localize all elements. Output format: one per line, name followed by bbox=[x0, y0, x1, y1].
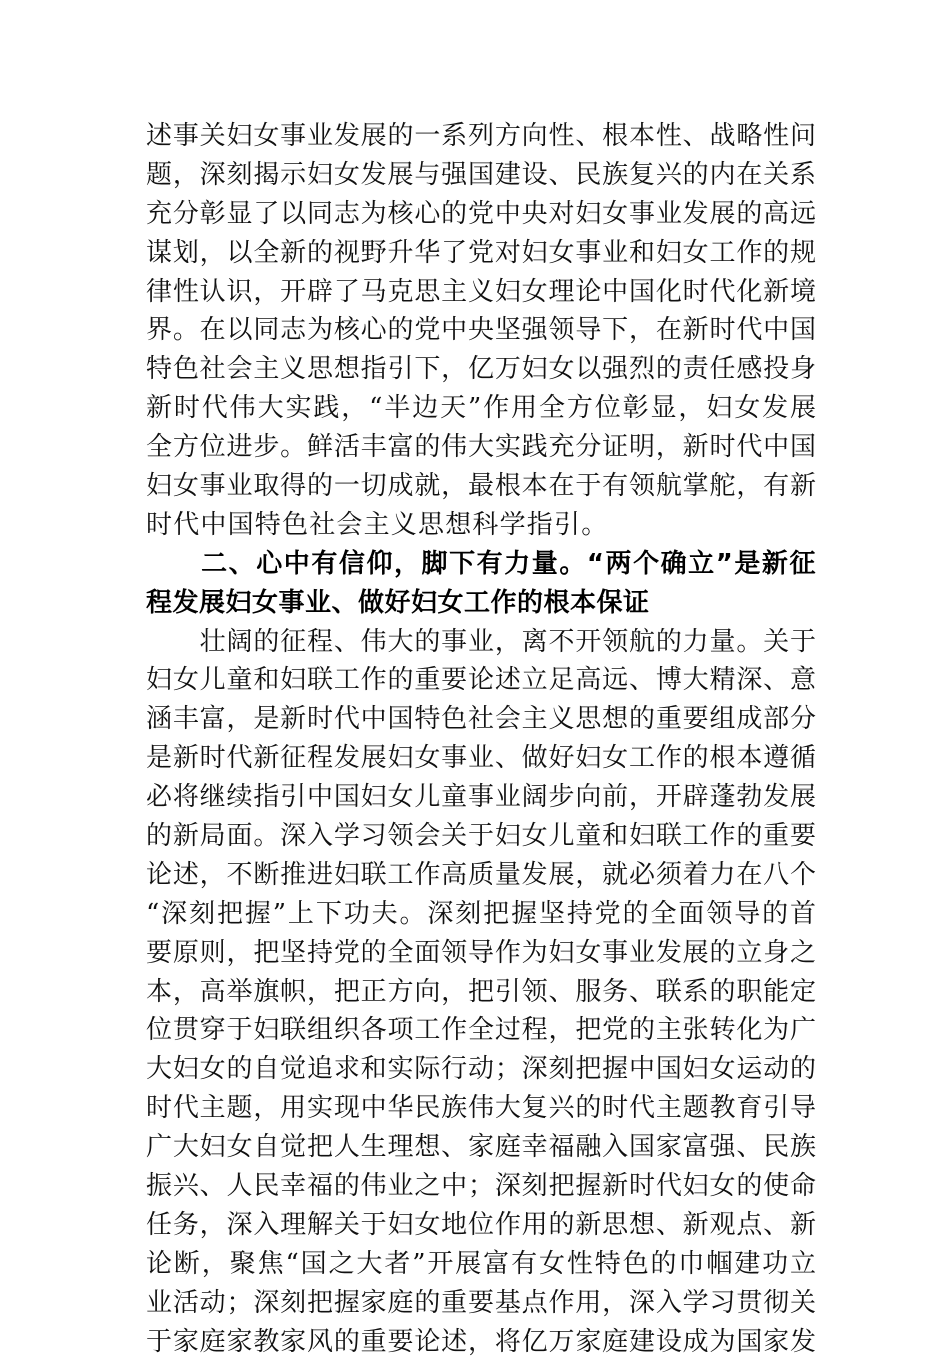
body-line: 业活动；深刻把握家庭的重要基点作用，深入学习贯彻关 bbox=[146, 1287, 816, 1318]
body-line: 壮阔的征程、伟大的事业，离不开领航的力量。关于 bbox=[146, 626, 816, 657]
body-line: 妇女儿童和妇联工作的重要论述立足高远、博大精深、意 bbox=[146, 665, 816, 696]
body-line: 本，高举旗帜，把正方向，把引领、服务、联系的职能定 bbox=[146, 976, 816, 1007]
body-line: 妇女事业取得的一切成就，最根本在于有领航掌舵，有新 bbox=[146, 471, 816, 502]
body-line: 必将继续指引中国妇女儿童事业阔步向前，开辟蓬勃发展 bbox=[146, 782, 816, 813]
body-line: 位贯穿于妇联组织各项工作全过程，把党的主张转化为广 bbox=[146, 1015, 816, 1046]
body-line: 的新局面。深入学习领会关于妇女儿童和妇联工作的重要 bbox=[146, 821, 816, 852]
body-line: 特色社会主义思想指引下，亿万妇女以强烈的责任感投身 bbox=[146, 354, 816, 385]
body-line: 要原则，把坚持党的全面领导作为妇女事业发展的立身之 bbox=[146, 937, 816, 968]
body-line: 振兴、人民幸福的伟业之中；深刻把握新时代妇女的使命 bbox=[146, 1171, 816, 1202]
document-body bbox=[146, 117, 816, 1362]
body-line: 涵丰富，是新时代中国特色社会主义思想的重要组成部分 bbox=[146, 704, 816, 735]
body-line: 任务，深入理解关于妇女地位作用的新思想、新观点、新 bbox=[146, 1209, 816, 1240]
body-line: 全方位进步。鲜活丰富的伟大实践充分证明，新时代中国 bbox=[146, 432, 816, 463]
body-line: 大妇女的自觉追求和实际行动；深刻把握中国妇女运动的 bbox=[146, 1054, 816, 1085]
body-line: 充分彰显了以同志为核心的党中央对妇女事业发展的高远 bbox=[146, 198, 816, 229]
body-line: 广大妇女自觉把人生理想、家庭幸福融入国家富强、民族 bbox=[146, 1132, 816, 1163]
body-line: “深刻把握”上下功夫。深刻把握坚持党的全面领导的首 bbox=[146, 898, 816, 929]
body-line: 时代主题，用实现中华民族伟大复兴的时代主题教育引导 bbox=[146, 1093, 816, 1124]
body-line: 题，深刻揭示妇女发展与强国建设、民族复兴的内在关系 bbox=[146, 159, 816, 190]
body-line: 新时代伟大实践，“半边天”作用全方位彰显，妇女发展 bbox=[146, 393, 816, 424]
body-line: 界。在以同志为核心的党中央坚强领导下，在新时代中国 bbox=[146, 315, 816, 346]
body-line: 于家庭家教家风的重要论述，将亿万家庭建设成为国家发 bbox=[146, 1326, 816, 1357]
body-line: 律性认识，开辟了马克思主义妇女理论中国化时代化新境 bbox=[146, 276, 816, 307]
body-line: 论述，不断推进妇联工作高质量发展，就必须着力在八个 bbox=[146, 859, 816, 890]
body-line: 述事关妇女事业发展的一系列方向性、根本性、战略性问 bbox=[146, 121, 816, 151]
body-line: 是新时代新征程发展妇女事业、做好妇女工作的根本遵循 bbox=[146, 743, 816, 774]
body-line: 论断，聚焦“国之大者”开展富有女性特色的巾帼建功立 bbox=[146, 1248, 816, 1279]
body-line: 谋划，以全新的视野升华了党对妇女事业和妇女工作的规 bbox=[146, 237, 816, 268]
section-heading-line: 程发展妇女事业、做好妇女工作的根本保证 bbox=[146, 587, 650, 618]
paragraph-end-line: 时代中国特色社会主义思想科学指引。 bbox=[146, 509, 609, 540]
section-heading-line: 二、心中有信仰，脚下有力量。“两个确立”是新征 bbox=[146, 548, 816, 579]
